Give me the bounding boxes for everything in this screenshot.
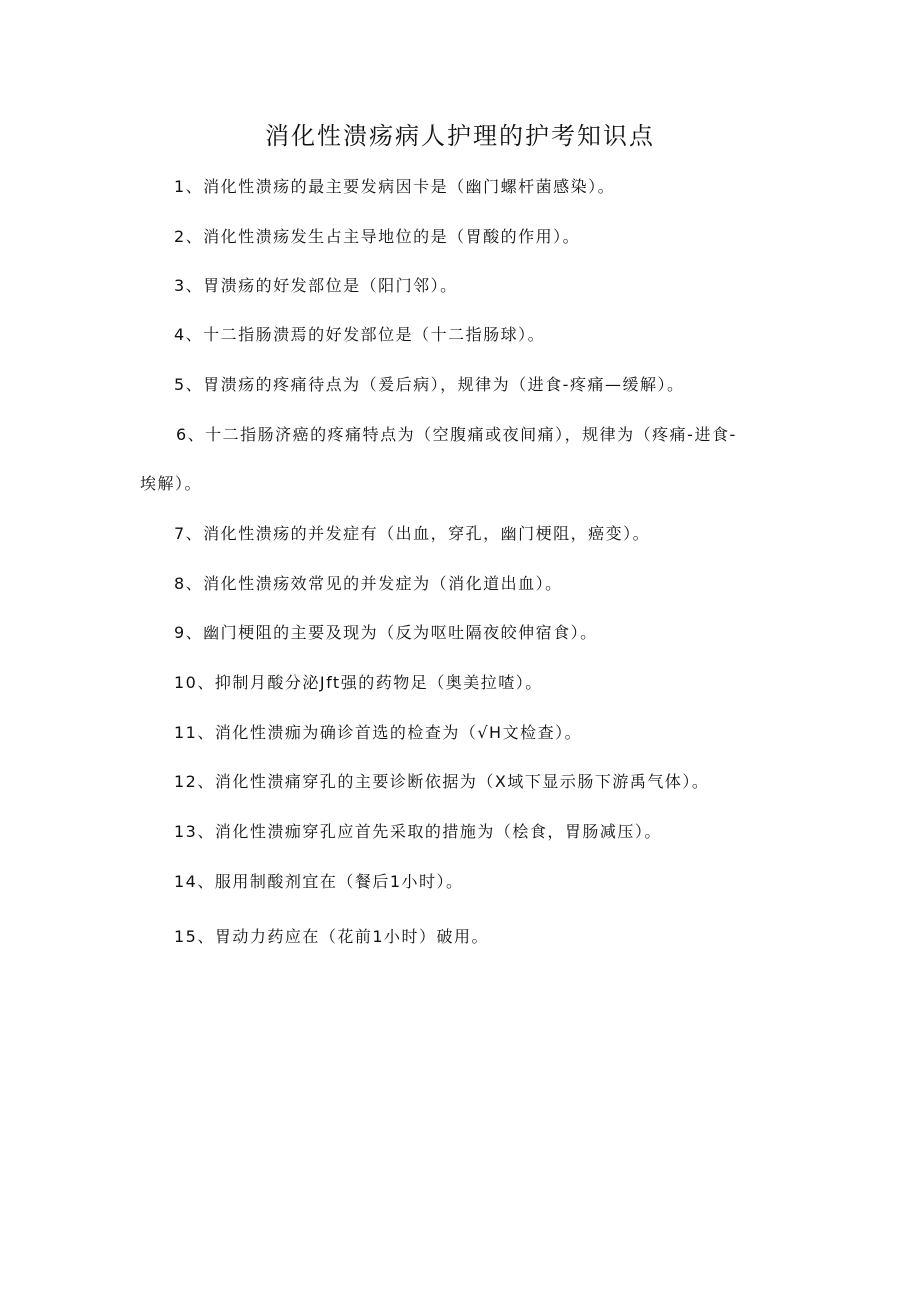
knowledge-point-15: 15、胃动力药应在（花前1小时）破用。 [174, 927, 490, 946]
knowledge-point-5: 5、胃溃疡的疼痛待点为（爰后病），规律为（进食-疼痛—缓解）。 [174, 375, 685, 394]
knowledge-point-11: 11、消化性溃痂为确诊首选的检查为（√H文检查）。 [174, 723, 583, 742]
knowledge-point-12: 12、消化性溃痛穿孔的主要诊断依据为（X域下显示肠下游禹气体）。 [174, 772, 710, 791]
document-title: 消化性溃疡病人护理的护考知识点 [265, 122, 655, 150]
knowledge-point-14: 14、服用制酸剂宜在（餐后1小时）。 [174, 872, 464, 891]
knowledge-point-9: 9、幽门梗阻的主要及现为（反为呕吐隔夜皎伸宿食）。 [174, 623, 598, 642]
knowledge-point-8: 8、消化性溃疡效常见的并发症为（消化道出血）。 [174, 574, 563, 593]
knowledge-point-7: 7、消化性溃疡的并发症有（出血，穿孔，幽门梗阻，癌变）。 [174, 524, 651, 543]
knowledge-point-2: 2、消化性溃疡发生占主导地位的是（胃酸的作用）。 [174, 227, 581, 246]
knowledge-point-3: 3、胃溃疡的好发部位是（阳门邻）。 [174, 276, 458, 295]
knowledge-point-1: 1、消化性溃疡的最主要发病因卡是（幽门螺杆菌感染）。 [174, 177, 616, 196]
knowledge-point-6-line-1: 6、十二指肠济癌的疼痛特点为（空腹痛或夜间痛），规律为（疼痛-进食- [176, 425, 737, 444]
knowledge-point-4: 4、十二指肠溃焉的好发部位是（十二指肠球）。 [174, 325, 546, 344]
knowledge-point-13: 13、消化性溃痂穿孔应首先采取的措施为（桧食，胃肠减压）。 [174, 822, 662, 841]
knowledge-point-6-line-2: 埃解）。 [140, 474, 203, 493]
knowledge-point-10: 10、抑制月酸分泌Jft强的药物足（奥美拉喳）。 [174, 673, 543, 692]
